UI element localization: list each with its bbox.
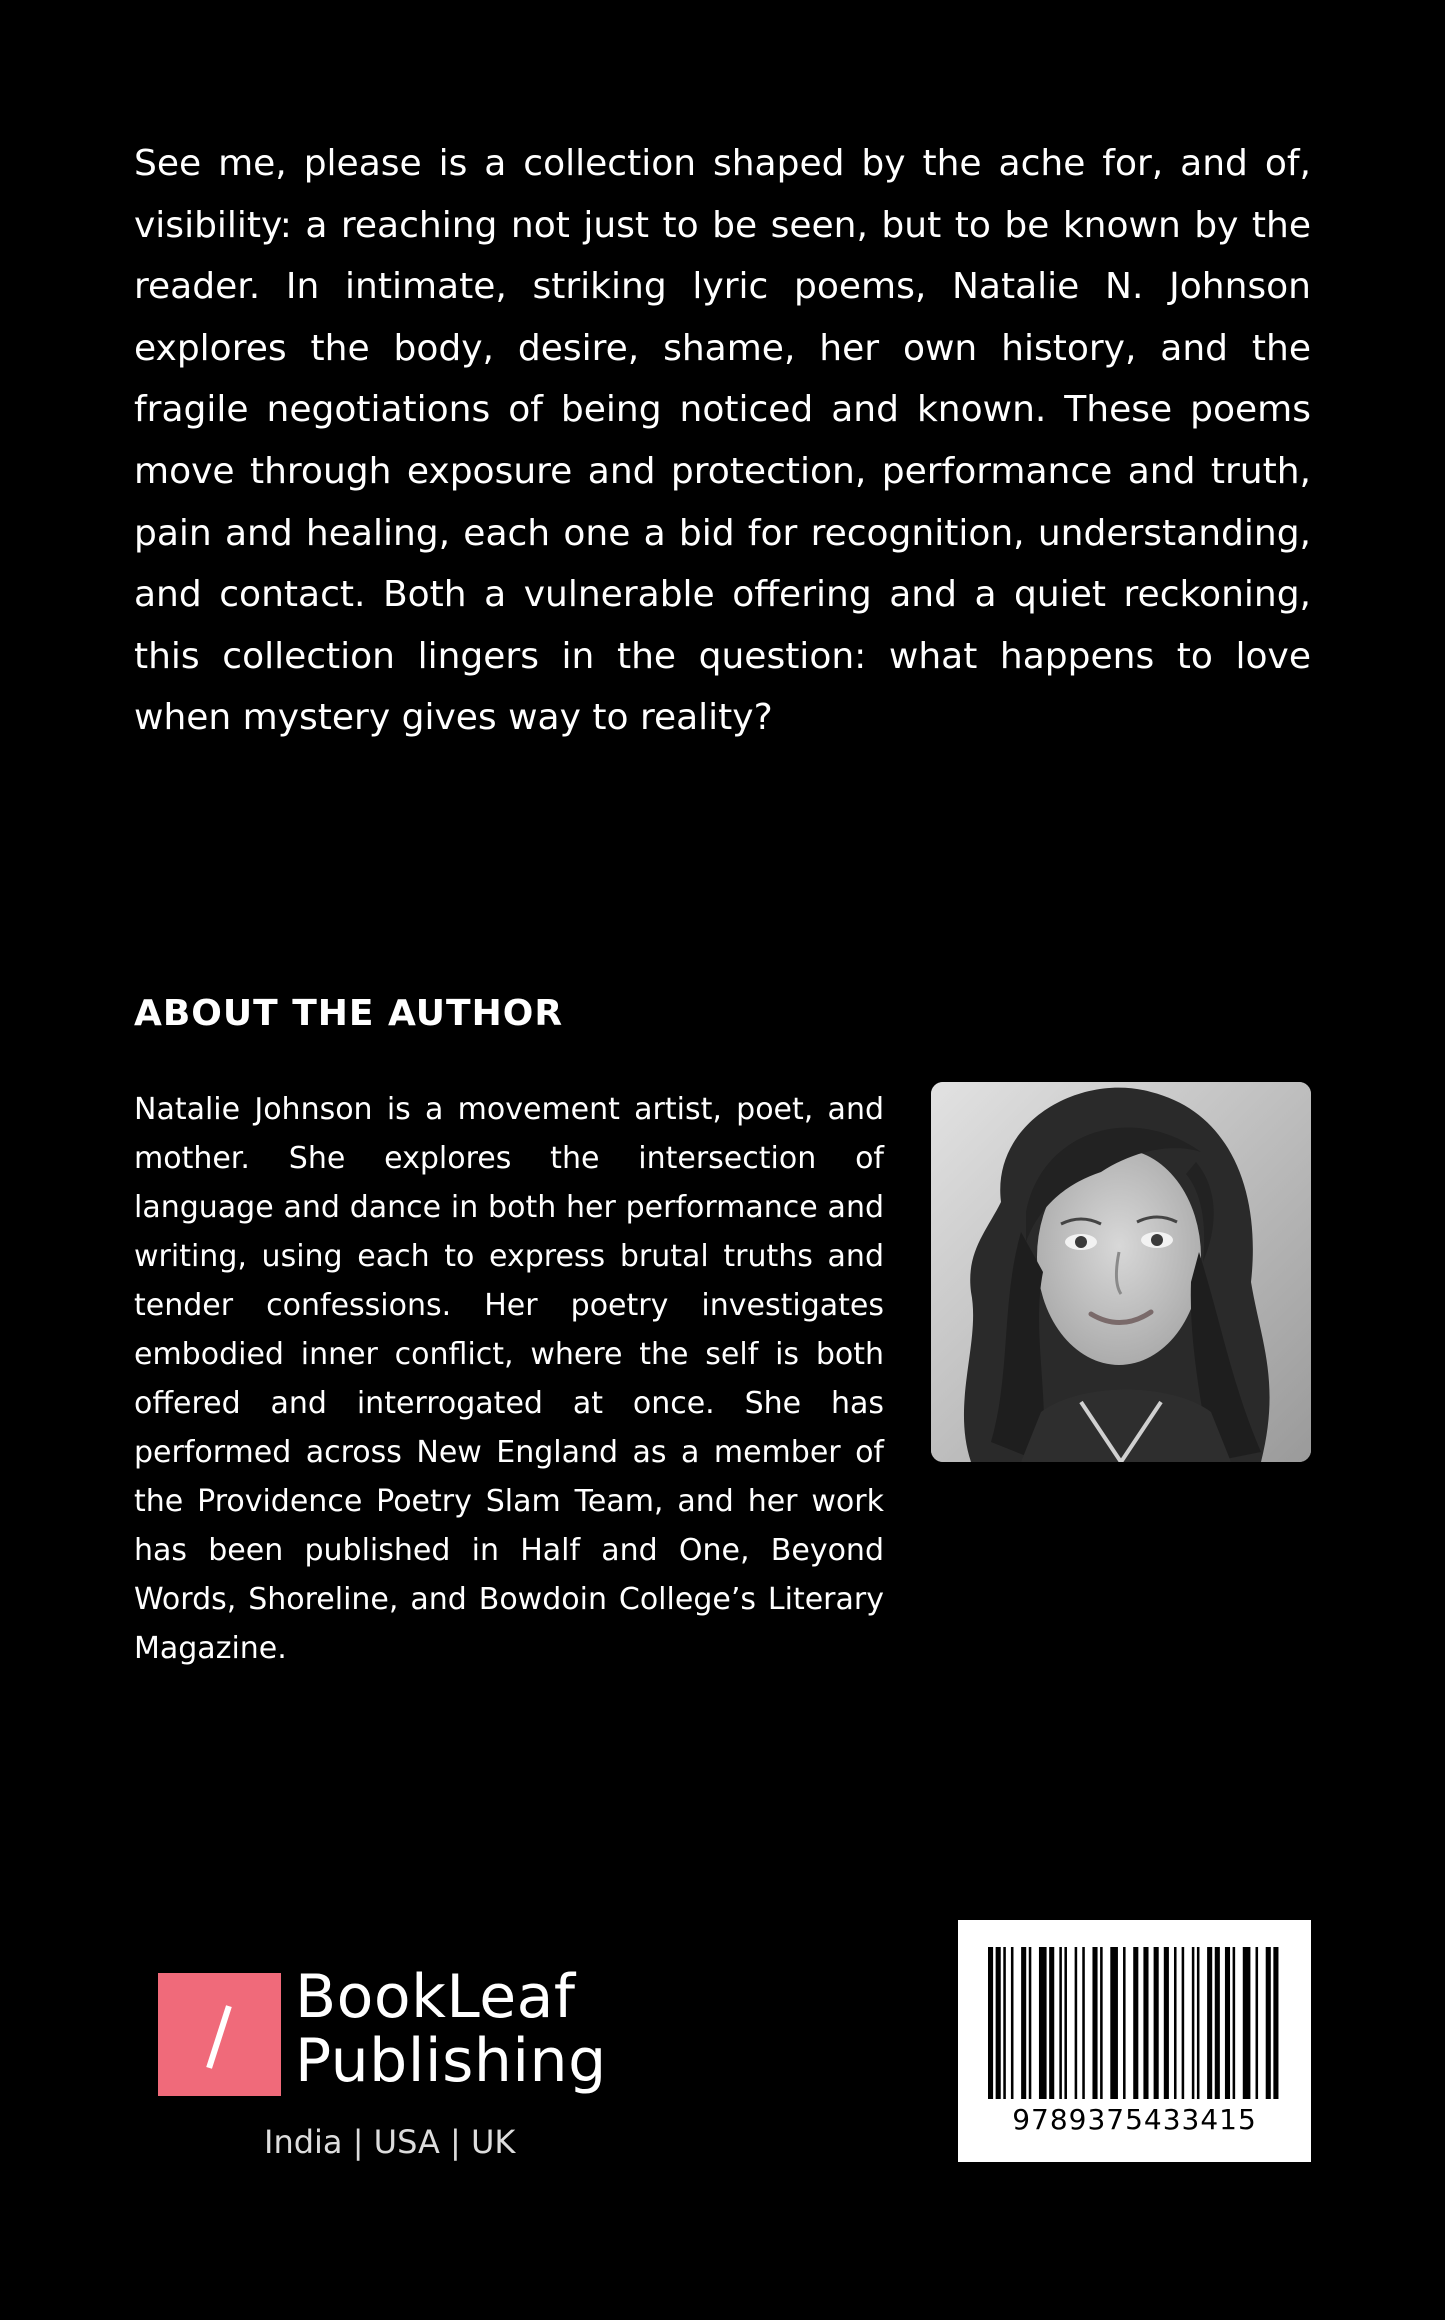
publisher-logo xyxy=(158,1962,618,2108)
barcode-bar xyxy=(1154,1947,1159,2099)
barcode-bar xyxy=(1039,1947,1047,2099)
barcode-bar xyxy=(1021,1947,1026,2099)
barcode-bar xyxy=(1164,1947,1169,2099)
publisher-name-line1: BookLeaf xyxy=(295,1962,576,2032)
barcode-bar xyxy=(1243,1947,1251,2099)
barcode-bar xyxy=(1092,1947,1097,2099)
barcode-bar xyxy=(1197,1947,1200,2099)
barcode-bar xyxy=(1029,1947,1032,2099)
barcode-bar xyxy=(1225,1947,1230,2099)
barcode-bar xyxy=(1075,1947,1078,2099)
author-bio: Natalie Johnson is a movement artist, poet, and mother. She explores the intersection of language and dance in both her performance and writing, using each to express brutal truths and tender confessions. Her poetry investigates embodied inner conflict, where the self is both offered and interrogated at once. She has performed across New England as a member of the Providence Poetry Slam Team, and her work has been published in Half and One, Beyond Words, Shoreline, and Bowdoin College’s Literary Magazine. xyxy=(134,1092,884,1666)
barcode-bar xyxy=(1266,1947,1271,2099)
barcode-bar xyxy=(1123,1947,1126,2099)
isbn-barcode xyxy=(958,1920,1311,2162)
barcode-bar xyxy=(1273,1947,1278,2099)
barcode-bar xyxy=(1256,1947,1259,2099)
isbn-number: 9789375433415 xyxy=(1012,2103,1257,2136)
barcode-bars xyxy=(988,1947,1281,2099)
barcode-bar xyxy=(1059,1947,1062,2099)
barcode-bar xyxy=(988,1947,993,2099)
barcode-bar xyxy=(1215,1947,1220,2099)
barcode-bar xyxy=(1064,1947,1067,2099)
barcode-bar xyxy=(1207,1947,1212,2099)
barcode-bar xyxy=(1174,1947,1177,2099)
barcode-bar xyxy=(1192,1947,1195,2099)
barcode-bar xyxy=(1233,1947,1236,2099)
barcode-bar xyxy=(1182,1947,1185,2099)
barcode-bar xyxy=(1100,1947,1103,2099)
barcode-bar xyxy=(1003,1947,1006,2099)
barcode-bar xyxy=(1133,1947,1138,2099)
barcode-bar xyxy=(1011,1947,1014,2099)
barcode-bar xyxy=(996,1947,1001,2099)
logo-slash-icon xyxy=(158,1973,281,2096)
barcode-bar xyxy=(1049,1947,1054,2099)
book-blurb: See me, please is a collection shaped by the ache for, and of, visibility: a reaching not just to be seen, but to be known by the reader. In intimate, striking lyric poems, Natalie N. Johnson explores the body, desire, shame, her own history, and the fragile negotiations of being noticed and known. These poems move through exposure and protection, performance and truth, pain and healing, each one a bid for recognition, understanding, and contact. Both a vulnerable offering and a quiet reckoning, this collection lingers in the question: what happens to love when mystery gives way to reality? xyxy=(134,143,1311,739)
author-photo xyxy=(931,1082,1311,1462)
publisher-name-line2: Publishing xyxy=(295,2026,607,2096)
barcode-bar xyxy=(1143,1947,1148,2099)
publisher-locations: India | USA | UK xyxy=(264,2123,516,2161)
barcode-bar xyxy=(1082,1947,1085,2099)
barcode-bar xyxy=(1110,1947,1118,2099)
about-author-heading: ABOUT THE AUTHOR xyxy=(134,993,564,1034)
